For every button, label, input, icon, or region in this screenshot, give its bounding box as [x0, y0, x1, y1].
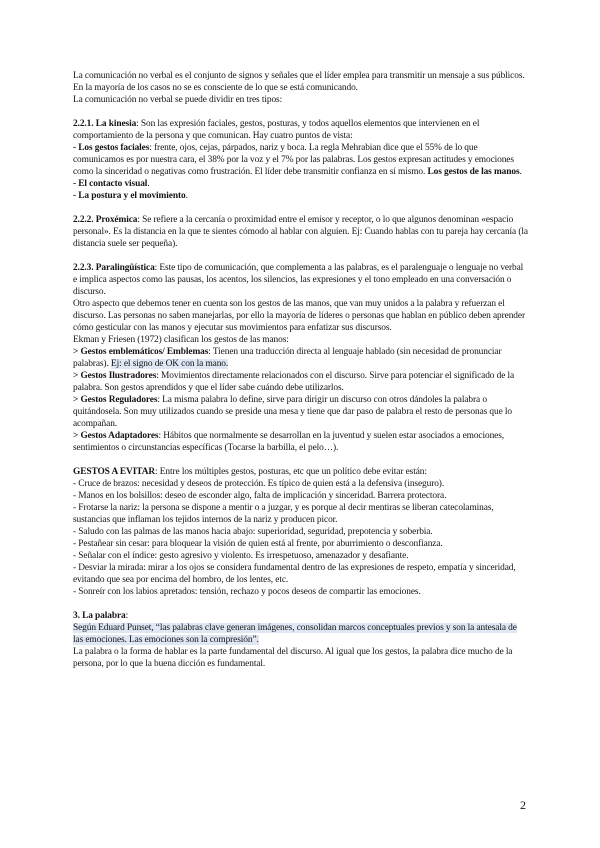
page-content [73, 70, 528, 670]
palabra-heading-line: 3. La palabra: [73, 611, 129, 621]
illustrator-gestures-text: : Movimientos directamente relacionados con el discurso. Sirve para potenciar el significado de la palabra. Son gestos aprendidos y que el líder sabe cuándo debe utilizarlos. [73, 371, 515, 393]
facial-gestures-text: : frente, ojos, cejas, párpados, nariz y boca. La regla Mehrabian dice que el 55% de lo que comunicamos es por nuestra cara, el 38% por la voz y el 7% por las palabras. Los gestos expresan actitudes y emociones como la sinceridad o negativas como frustración. El líder debe transmitir confianza en sí mismo. [73, 143, 514, 177]
proxemica-heading: 2.2.2. Proxémica [73, 215, 138, 225]
palabra-heading: 3. La palabra [73, 611, 126, 621]
list-item: - Manos en los bolsillos: deseo de esconder algo, falta de implicación y sinceridad. Barrera protectora. [73, 491, 447, 501]
hand-gestures-label: Los gestos de las manos [427, 167, 520, 177]
posture-label: - La postura y el movimiento [73, 191, 186, 201]
regulator-gestures-item [73, 394, 528, 430]
highlighted-quote: Según Eduard Punset, “las palabras clave generan imágenes, consolidan marcos conceptuales previos y son la antesala de las emociones. Las emociones son la compresión”. [73, 623, 517, 645]
hand-gestures-paragraph: Otro aspecto que debemos tener en cuenta son los gestos de las manos, que van muy unidos a la palabra y refuerzan el discurso. Las personas no saben manejarlas, por ello la mayoría de líderes o personas que hablan en público deben aprender cómo gesticular con las manos y ejecutar sus movimientos para enfatizar sus discursos. [73, 299, 525, 333]
paralinguistica-paragraph [73, 262, 528, 298]
regulator-gestures-text: : La misma palabra lo define, sirve para dirigir un discurso con otros dándoles la palabra o quitándosela. Son muy utilizados cuando se preside una mesa y tiene que dar paso de palabra el resto de personas que lo acompañan. [73, 395, 513, 429]
gestures-to-avoid-heading: GESTOS A EVITAR [73, 467, 156, 477]
illustrator-gestures-item [73, 370, 528, 394]
ekman-friesen-line: Ekman y Friesen (1972) clasifican los gestos de las manos: [73, 335, 289, 345]
page-number: 2 [520, 798, 526, 812]
emblem-gestures-text: : Tienen una traducción directa al lenguaje hablado (sin necesidad de pronunciar palabras). [73, 347, 502, 369]
emblem-gestures-label: > Gestos emblemáticos/ Emblemas [73, 347, 209, 357]
kinesia-paragraph [73, 118, 528, 142]
palabra-paragraph: La palabra o la forma de hablar es la parte fundamental del discurso. Al igual que los gestos, la palabra dice mucho de la persona, por lo que la buena dicción es fundamental. [73, 647, 513, 669]
adaptor-gestures-label: > Gestos Adaptadores [73, 431, 159, 441]
list-item: - Cruce de brazos: necesidad y deseos de protección. Es típico de quien está a la defensiva (inseguro). [73, 479, 445, 489]
list-item: - Desviar la mirada: mirar a los ojos se considera fundamental dentro de las expresiones de respeto, empatía y sinceridad, evitando que sea por encima del hombro, de los lentes, etc. [73, 563, 516, 585]
emblem-gestures-item [73, 346, 528, 370]
proxemica-paragraph [73, 214, 528, 250]
eye-contact-label: - El contacto visual [73, 179, 148, 189]
facial-gestures-label: - Los gestos faciales [73, 143, 150, 153]
paralinguistica-heading: 2.2.3. Paralingüística [73, 263, 155, 273]
list-item: - Frotarse la nariz: la persona se dispone a mentir o a juzgar, y es porque al decir mentiras se liberan catecolaminas, sustancias que inflaman los tejidos internos de la nariz y producen picor. [73, 503, 494, 525]
eye-contact-item: - El contacto visual. [73, 179, 150, 189]
facial-gestures-paragraph: - Los gestos faciales: frente, ojos, cejas, párpados, nariz y boca. La regla Mehrabian dice que el 55% de lo que comunicamos es por nuestra cara, el 38% por la voz y el 7% por las palabras. Los gestos expresan actitudes y emociones como la sinceridad o negativas como frustración. El líder debe transmitir confianza en sí mismo. Los gestos de las manos. [73, 143, 522, 177]
illustrator-gestures-label: > Gestos Ilustradores [73, 371, 157, 381]
adaptor-gestures-item [73, 430, 528, 454]
list-item: - Pestañear sin cesar: para bloquear la visión de quien está al frente, por aburrimiento o desconfianza. [73, 539, 443, 549]
kinesia-heading: 2.2.1. La kinesia [73, 119, 137, 129]
highlighted-example: Ej: el signo de OK con la mano. [110, 359, 229, 369]
kinesia-text: : Son las expresión faciales, gestos, posturas, y todos aquellos elementos que intervienen en el comportamiento de la persona y que comunican. Hay cuatro puntos de vista: [73, 119, 480, 141]
list-item: - Saludo con las palmas de las manos hacia abajo: superioridad, seguridad, prepotencia y soberbia. [73, 527, 433, 537]
gestures-to-avoid-text: : Entre los múltiples gestos, posturas, etc que un político debe evitar están: [155, 467, 427, 477]
punset-quote [73, 622, 528, 646]
intro-paragraph: La comunicación no verbal es el conjunto de signos y señales que el líder emplea para transmitir un mensaje a sus públicos. En la mayoría de los casos no se es consciente de lo que se está comunicando. [73, 71, 525, 93]
list-item: - Sonreír con los labios apretados: tensión, rechazo y pocos deseos de compartir las emociones. [73, 587, 421, 597]
intro-types-line: La comunicación no verbal se puede dividir en tres tipos: [73, 95, 283, 105]
paralinguistica-text: : Este tipo de comunicación, que complementa a las palabras, es el paralenguaje o lenguaje no verbal e implica aspectos como las pausas, los acentos, los silencios, las expresiones y el tono empleado en una conversación o discurso. [73, 263, 524, 297]
regulator-gestures-label: > Gestos Reguladores [73, 395, 158, 405]
list-item: - Señalar con el índice: gesto agresivo y violento. Es irrespetuoso, amenazador y desafiante. [73, 551, 409, 561]
adaptor-gestures-text: : Hábitos que normalmente se desarrollan en la juventud y suelen estar asociados a emociones, sentimientos o circunstancias específicas (Tocarse la barbilla, el pelo…). [73, 431, 505, 453]
proxemica-text: : Se refiere a la cercanía o proximidad entre el emisor y receptor, o lo que algunos denominan «espacio personal». Es la distancia en la que te sientes cómodo al hablar con alguien. Ej: Cuando hablas con tu pareja hay cercanía (la distancia suele ser pequeña). [73, 215, 528, 249]
gestures-to-avoid-paragraph [73, 466, 528, 478]
posture-item: - La postura y el movimiento. [73, 191, 188, 201]
